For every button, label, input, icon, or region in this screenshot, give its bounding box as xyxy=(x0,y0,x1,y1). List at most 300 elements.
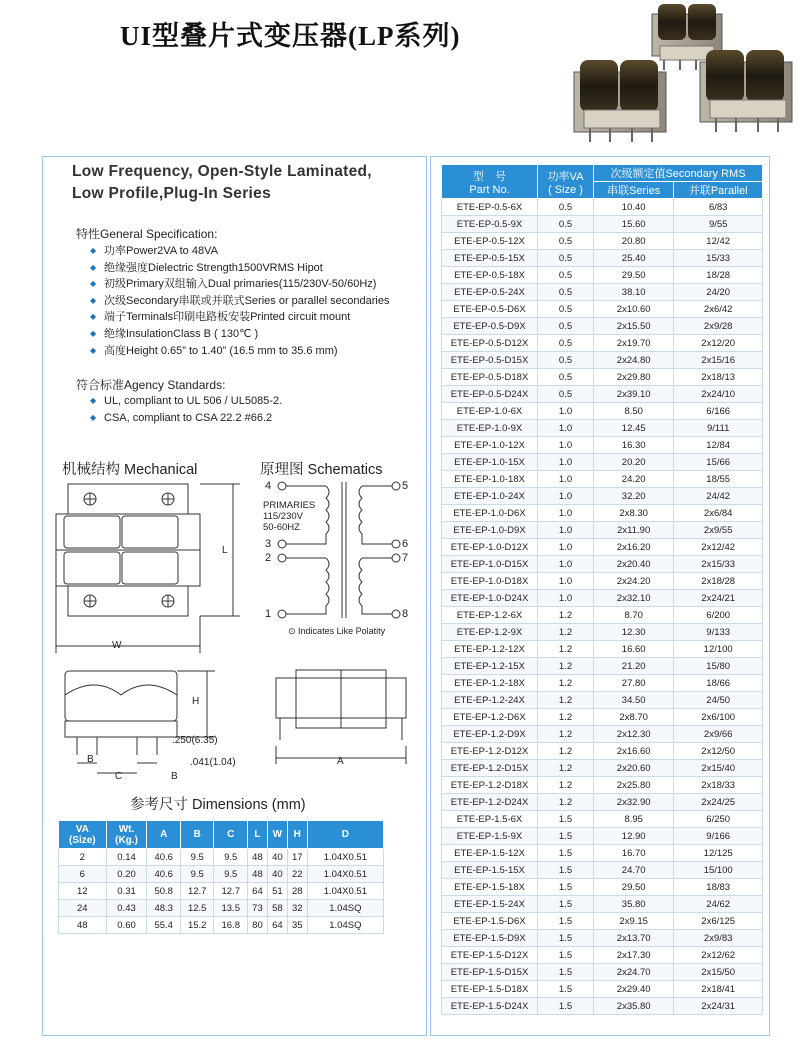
table-cell: 1.2 xyxy=(538,658,594,675)
table-cell: 40.6 xyxy=(147,849,181,866)
table-cell: ETE-EP-1.5-6X xyxy=(442,811,538,828)
table-cell: 9.5 xyxy=(180,849,214,866)
table-cell: ETE-EP-1.2-D15X xyxy=(442,760,538,777)
table-row xyxy=(442,505,763,522)
table-cell: ETE-EP-1.0-15X xyxy=(442,454,538,471)
table-cell: 12.45 xyxy=(594,420,674,437)
table-cell: ETE-EP-1.2-D9X xyxy=(442,726,538,743)
pin-6: 6 xyxy=(402,538,409,550)
col-va-line: ( Size ) xyxy=(548,183,583,196)
table-cell: 0.14 xyxy=(106,849,147,866)
table-cell: 55.4 xyxy=(147,917,181,934)
table-cell: 24.20 xyxy=(594,471,674,488)
col-b: B xyxy=(180,821,214,849)
table-row xyxy=(442,420,763,437)
primaries-line: 50-60HZ xyxy=(263,522,300,533)
table-row xyxy=(442,828,763,845)
table-cell: ETE-EP-1.5-9X xyxy=(442,828,538,845)
dimensions-body xyxy=(59,849,384,934)
label-d2: .041(1.04) xyxy=(190,757,236,768)
table-cell: 0.5 xyxy=(538,216,594,233)
table-cell: 2x24.80 xyxy=(594,352,674,369)
table-cell: 2x6/42 xyxy=(674,301,763,318)
table-cell: 0.5 xyxy=(538,233,594,250)
table-cell: ETE-EP-0.5-6X xyxy=(442,199,538,216)
table-cell: 1.0 xyxy=(538,590,594,607)
mechanical-end-drawing xyxy=(270,668,420,778)
table-row xyxy=(442,743,763,760)
table-cell: ETE-EP-0.5-D6X xyxy=(442,301,538,318)
table-cell: 35 xyxy=(287,917,307,934)
table-cell: 2x25.80 xyxy=(594,777,674,794)
table-cell: 6/200 xyxy=(674,607,763,624)
table-cell: 28 xyxy=(287,883,307,900)
mechanical-title: 机械结构 Mechanical xyxy=(62,462,198,478)
table-cell: 0.5 xyxy=(538,284,594,301)
table-cell: ETE-EP-0.5-D12X xyxy=(442,335,538,352)
col-part-line: 型 号 xyxy=(473,170,506,183)
table-cell: 1.5 xyxy=(538,930,594,947)
table-cell: 1.5 xyxy=(538,998,594,1015)
table-cell: 40 xyxy=(267,849,287,866)
pin-7: 7 xyxy=(402,552,409,564)
table-cell: 2x24/21 xyxy=(674,590,763,607)
table-cell: 50.8 xyxy=(147,883,181,900)
table-cell: 1.2 xyxy=(538,624,594,641)
table-cell: 24/50 xyxy=(674,692,763,709)
table-cell: 15/100 xyxy=(674,862,763,879)
table-cell: ETE-EP-1.5-18X xyxy=(442,879,538,896)
spec-item: ◆ 功率Power2VA to 48VA xyxy=(90,243,390,260)
table-cell: 2x24/31 xyxy=(674,998,763,1015)
table-cell: 2x11.90 xyxy=(594,522,674,539)
table-cell: 2x6/125 xyxy=(674,913,763,930)
table-row xyxy=(442,216,763,233)
table-cell: ETE-EP-1.2-9X xyxy=(442,624,538,641)
table-cell: ETE-EP-1.0-24X xyxy=(442,488,538,505)
table-cell: 58 xyxy=(267,900,287,917)
table-row xyxy=(59,900,384,917)
table-cell: 0.5 xyxy=(538,199,594,216)
table-cell: ETE-EP-1.0-D18X xyxy=(442,573,538,590)
polarity-dot-icon: ⊙ xyxy=(288,626,299,636)
pin-2: 2 xyxy=(265,552,272,564)
spec-item: ◆ 高度Height 0.65” to 1.40” (16.5 mm to 35.6 mm) xyxy=(90,343,390,360)
table-cell: 2x13.70 xyxy=(594,930,674,947)
table-cell: ETE-EP-1.5-D15X xyxy=(442,964,538,981)
table-cell: 8.70 xyxy=(594,607,674,624)
table-cell: ETE-EP-1.5-15X xyxy=(442,862,538,879)
table-cell: 2x10.60 xyxy=(594,301,674,318)
table-cell: 1.04X0.51 xyxy=(307,883,383,900)
table-cell: 2x32.90 xyxy=(594,794,674,811)
table-cell: 0.31 xyxy=(106,883,147,900)
table-cell: 22 xyxy=(287,866,307,883)
label-L: L xyxy=(222,545,228,556)
table-cell: 48.3 xyxy=(147,900,181,917)
table-cell: ETE-EP-1.2-D24X xyxy=(442,794,538,811)
table-cell: 2x15/16 xyxy=(674,352,763,369)
table-cell: ETE-EP-1.2-24X xyxy=(442,692,538,709)
col-va-line: VA xyxy=(75,823,89,835)
transformer-left xyxy=(574,60,666,142)
table-cell: 2x19.70 xyxy=(594,335,674,352)
table-cell: ETE-EP-1.0-D24X xyxy=(442,590,538,607)
table-cell: 48 xyxy=(59,917,107,934)
table-cell: ETE-EP-0.5-24X xyxy=(442,284,538,301)
table-cell: ETE-EP-1.2-12X xyxy=(442,641,538,658)
table-cell: ETE-EP-1.5-D18X xyxy=(442,981,538,998)
table-cell: 24.70 xyxy=(594,862,674,879)
table-row xyxy=(442,726,763,743)
table-row xyxy=(442,199,763,216)
table-cell: 2 xyxy=(59,849,107,866)
schematics-title: 原理图 Schematics xyxy=(260,462,383,478)
pin-4: 4 xyxy=(265,480,272,492)
table-cell: 2x15/40 xyxy=(674,760,763,777)
table-cell: 0.5 xyxy=(538,267,594,284)
table-cell: 12.5 xyxy=(180,900,214,917)
table-cell: ETE-EP-0.5-D24X xyxy=(442,386,538,403)
table-cell: 64 xyxy=(267,917,287,934)
table-cell: 9.5 xyxy=(180,866,214,883)
label-B: B xyxy=(87,754,94,765)
table-row xyxy=(442,913,763,930)
table-cell: 2x17.30 xyxy=(594,947,674,964)
label-C: C xyxy=(115,771,123,782)
table-cell: 2x29.40 xyxy=(594,981,674,998)
table-cell: 1.0 xyxy=(538,505,594,522)
table-cell: 2x12.30 xyxy=(594,726,674,743)
table-cell: 51 xyxy=(267,883,287,900)
pin-8: 8 xyxy=(402,608,409,620)
table-cell: 1.2 xyxy=(538,709,594,726)
table-header-row xyxy=(442,165,763,182)
table-cell: 24/42 xyxy=(674,488,763,505)
table-cell: 2x24/10 xyxy=(674,386,763,403)
table-cell: 24/20 xyxy=(674,284,763,301)
table-row xyxy=(442,301,763,318)
col-c: C xyxy=(214,821,248,849)
table-cell: 1.5 xyxy=(538,913,594,930)
table-row xyxy=(442,607,763,624)
table-cell: 20.20 xyxy=(594,454,674,471)
table-cell: 18/55 xyxy=(674,471,763,488)
table-row xyxy=(442,352,763,369)
table-cell: 2x8.30 xyxy=(594,505,674,522)
table-row xyxy=(59,866,384,883)
table-cell: 1.04X0.51 xyxy=(307,849,383,866)
col-wt-line: (Kg.) xyxy=(115,834,138,846)
table-row xyxy=(442,709,763,726)
table-cell: 8.95 xyxy=(594,811,674,828)
table-row xyxy=(59,849,384,866)
table-row xyxy=(442,233,763,250)
table-cell: ETE-EP-0.5-12X xyxy=(442,233,538,250)
table-cell: 18/66 xyxy=(674,675,763,692)
table-cell: 6 xyxy=(59,866,107,883)
table-row xyxy=(442,539,763,556)
table-row xyxy=(442,896,763,913)
table-cell: 6/166 xyxy=(674,403,763,420)
table-cell: 25.40 xyxy=(594,250,674,267)
primaries-label xyxy=(263,500,315,533)
table-cell: ETE-EP-0.5-D18X xyxy=(442,369,538,386)
table-cell: 0.43 xyxy=(106,900,147,917)
table-cell: 2x16.20 xyxy=(594,539,674,556)
col-part-line: Part No. xyxy=(469,183,510,196)
table-cell: 21.20 xyxy=(594,658,674,675)
col-va-line: 功率VA xyxy=(547,170,584,183)
table-row xyxy=(442,964,763,981)
table-cell: 12/100 xyxy=(674,641,763,658)
table-cell: 2x12/20 xyxy=(674,335,763,352)
pin-5: 5 xyxy=(402,480,409,492)
table-cell: 12.7 xyxy=(180,883,214,900)
table-cell: 1.2 xyxy=(538,777,594,794)
table-cell: 12.30 xyxy=(594,624,674,641)
table-cell: 32.20 xyxy=(594,488,674,505)
table-cell: 1.5 xyxy=(538,896,594,913)
table-row xyxy=(442,522,763,539)
table-cell: 0.5 xyxy=(538,369,594,386)
table-cell: 18/83 xyxy=(674,879,763,896)
table-cell: 8.50 xyxy=(594,403,674,420)
table-cell: ETE-EP-1.2-D18X xyxy=(442,777,538,794)
table-header-row xyxy=(59,821,384,849)
table-cell: 12/84 xyxy=(674,437,763,454)
table-cell: 1.5 xyxy=(538,879,594,896)
table-row xyxy=(442,335,763,352)
label-W: W xyxy=(112,640,122,651)
table-cell: ETE-EP-1.2-18X xyxy=(442,675,538,692)
col-va-line: (Size) xyxy=(68,834,96,846)
table-row xyxy=(442,947,763,964)
table-cell: ETE-EP-1.0-12X xyxy=(442,437,538,454)
table-cell: 35.80 xyxy=(594,896,674,913)
series-heading xyxy=(72,161,372,205)
table-cell: 1.0 xyxy=(538,420,594,437)
table-cell: 1.2 xyxy=(538,743,594,760)
table-cell: 1.0 xyxy=(538,539,594,556)
table-cell: 6/250 xyxy=(674,811,763,828)
col-va xyxy=(59,821,107,849)
table-cell: 2x12/62 xyxy=(674,947,763,964)
table-cell: ETE-EP-1.2-6X xyxy=(442,607,538,624)
col-a: A xyxy=(147,821,181,849)
table-cell: 1.0 xyxy=(538,454,594,471)
table-cell: 13.5 xyxy=(214,900,248,917)
table-row xyxy=(442,573,763,590)
table-cell: 1.0 xyxy=(538,471,594,488)
table-cell: 29.50 xyxy=(594,879,674,896)
table-cell: 1.2 xyxy=(538,794,594,811)
table-row xyxy=(442,590,763,607)
table-cell: 2x18/28 xyxy=(674,573,763,590)
table-cell: ETE-EP-0.5-D15X xyxy=(442,352,538,369)
col-wt xyxy=(106,821,147,849)
table-cell: 27.80 xyxy=(594,675,674,692)
table-cell: ETE-EP-1.5-24X xyxy=(442,896,538,913)
table-cell: 2x24.20 xyxy=(594,573,674,590)
table-cell: ETE-EP-1.2-D6X xyxy=(442,709,538,726)
table-cell: ETE-EP-1.0-D15X xyxy=(442,556,538,573)
table-cell: 12 xyxy=(59,883,107,900)
table-cell: 1.2 xyxy=(538,692,594,709)
spec-item: ◆ 绝缘强度Dielectric Strength1500VRMS Hipot xyxy=(90,260,390,277)
table-row xyxy=(442,403,763,420)
polarity-note-text: Indicates Like Polatity xyxy=(298,626,386,636)
table-cell: ETE-EP-1.0-D9X xyxy=(442,522,538,539)
table-cell: 38.10 xyxy=(594,284,674,301)
table-cell: 1.5 xyxy=(538,828,594,845)
table-row xyxy=(442,862,763,879)
table-row xyxy=(442,658,763,675)
table-cell: 1.5 xyxy=(538,811,594,828)
table-cell: 48 xyxy=(248,849,268,866)
table-cell: 2x6/84 xyxy=(674,505,763,522)
table-cell: 2x39.10 xyxy=(594,386,674,403)
table-cell: 0.5 xyxy=(538,318,594,335)
table-cell: 2x9/83 xyxy=(674,930,763,947)
table-cell: 1.0 xyxy=(538,403,594,420)
table-cell: ETE-EP-0.5-D9X xyxy=(442,318,538,335)
table-cell: 1.04SQ xyxy=(307,917,383,934)
table-cell: 1.5 xyxy=(538,964,594,981)
table-row xyxy=(442,811,763,828)
table-cell: 20.80 xyxy=(594,233,674,250)
table-cell: 2x15/33 xyxy=(674,556,763,573)
table-row xyxy=(442,998,763,1015)
table-cell: 16.70 xyxy=(594,845,674,862)
table-cell: 0.5 xyxy=(538,301,594,318)
table-cell: ETE-EP-1.0-D6X xyxy=(442,505,538,522)
table-cell: 1.2 xyxy=(538,641,594,658)
parts-table xyxy=(441,164,763,1015)
agency-item: ◆ UL, compliant to UL 506 / UL5085-2. xyxy=(90,393,282,410)
table-cell: 16.30 xyxy=(594,437,674,454)
table-cell: ETE-EP-1.0-6X xyxy=(442,403,538,420)
table-row xyxy=(59,883,384,900)
parts-body xyxy=(442,199,763,1015)
table-cell: ETE-EP-0.5-15X xyxy=(442,250,538,267)
table-cell: 15/80 xyxy=(674,658,763,675)
table-cell: ETE-EP-1.2-D12X xyxy=(442,743,538,760)
table-cell: 2x15/50 xyxy=(674,964,763,981)
table-row xyxy=(442,794,763,811)
table-cell: 2x24.70 xyxy=(594,964,674,981)
table-cell: 48 xyxy=(248,866,268,883)
col-parallel: 并联Parallel xyxy=(674,182,763,199)
table-cell: 0.5 xyxy=(538,250,594,267)
table-cell: ETE-EP-0.5-18X xyxy=(442,267,538,284)
table-cell: 34.50 xyxy=(594,692,674,709)
heading-line-2: Low Profile,Plug-In Series xyxy=(72,185,271,202)
col-va xyxy=(538,165,594,199)
table-cell: 0.20 xyxy=(106,866,147,883)
table-cell: 15.2 xyxy=(180,917,214,934)
table-cell: 1.04SQ xyxy=(307,900,383,917)
table-cell: 10.40 xyxy=(594,199,674,216)
table-row xyxy=(442,437,763,454)
table-cell: 2x20.60 xyxy=(594,760,674,777)
table-row xyxy=(442,488,763,505)
table-cell: ETE-EP-1.5-D6X xyxy=(442,913,538,930)
table-cell: 24 xyxy=(59,900,107,917)
table-cell: 1.5 xyxy=(538,862,594,879)
table-cell: 24/62 xyxy=(674,896,763,913)
table-cell: 15.60 xyxy=(594,216,674,233)
table-cell: 64 xyxy=(248,883,268,900)
table-cell: 12.90 xyxy=(594,828,674,845)
table-cell: 2x18/33 xyxy=(674,777,763,794)
polarity-note xyxy=(288,626,385,637)
table-cell: 73 xyxy=(248,900,268,917)
table-row xyxy=(442,556,763,573)
col-series: 串联Series xyxy=(594,182,674,199)
table-cell: 1.2 xyxy=(538,726,594,743)
table-row xyxy=(442,386,763,403)
table-cell: ETE-EP-1.5-D12X xyxy=(442,947,538,964)
table-cell: ETE-EP-1.5-12X xyxy=(442,845,538,862)
table-cell: 0.60 xyxy=(106,917,147,934)
table-row xyxy=(442,641,763,658)
table-cell: 9/133 xyxy=(674,624,763,641)
table-row xyxy=(442,692,763,709)
table-cell: 15/66 xyxy=(674,454,763,471)
table-cell: 2x18/41 xyxy=(674,981,763,998)
table-row xyxy=(442,284,763,301)
table-cell: ETE-EP-1.5-D9X xyxy=(442,930,538,947)
table-cell: 1.0 xyxy=(538,488,594,505)
table-row xyxy=(442,267,763,284)
table-row xyxy=(442,454,763,471)
page-title: UI型叠片式变压器(LP系列) xyxy=(120,21,461,51)
table-row xyxy=(442,760,763,777)
table-cell: 2x9/28 xyxy=(674,318,763,335)
table-row xyxy=(442,845,763,862)
table-cell: 17 xyxy=(287,849,307,866)
table-cell: 2x9/55 xyxy=(674,522,763,539)
table-cell: 16.8 xyxy=(214,917,248,934)
table-cell: 6/83 xyxy=(674,199,763,216)
col-l: L xyxy=(248,821,268,849)
pin-3: 3 xyxy=(265,538,272,550)
table-cell: 1.2 xyxy=(538,607,594,624)
dimensions-table xyxy=(58,820,384,934)
agency-title: 符合标准Agency Standards: xyxy=(76,378,226,392)
pin-1: 1 xyxy=(265,608,272,620)
table-cell: 1.0 xyxy=(538,556,594,573)
label-A: A xyxy=(337,756,344,767)
table-cell: 0.5 xyxy=(538,335,594,352)
table-cell: 1.2 xyxy=(538,675,594,692)
table-cell: 9/55 xyxy=(674,216,763,233)
table-cell: 9/111 xyxy=(674,420,763,437)
table-cell: 80 xyxy=(248,917,268,934)
table-cell: 2x16.60 xyxy=(594,743,674,760)
col-secondary: 次级额定值Secondary RMS xyxy=(594,165,763,182)
table-cell: 2x9.15 xyxy=(594,913,674,930)
label-H: H xyxy=(192,696,200,707)
spec-item: ◆ 绝缘InsulationClass B ( 130℃ ) xyxy=(90,326,390,343)
spec-item: ◆ 初级Primary双组输入Dual primaries(115/230V-50/60Hz) xyxy=(90,276,390,293)
spec-item: ◆ 次级Secondary串联或并联式Series or parallel secondaries xyxy=(90,293,390,310)
table-row xyxy=(442,624,763,641)
table-cell: ETE-EP-1.2-15X xyxy=(442,658,538,675)
table-cell: 2x12/50 xyxy=(674,743,763,760)
heading-line-1: Low Frequency, Open-Style Laminated, xyxy=(72,163,372,180)
